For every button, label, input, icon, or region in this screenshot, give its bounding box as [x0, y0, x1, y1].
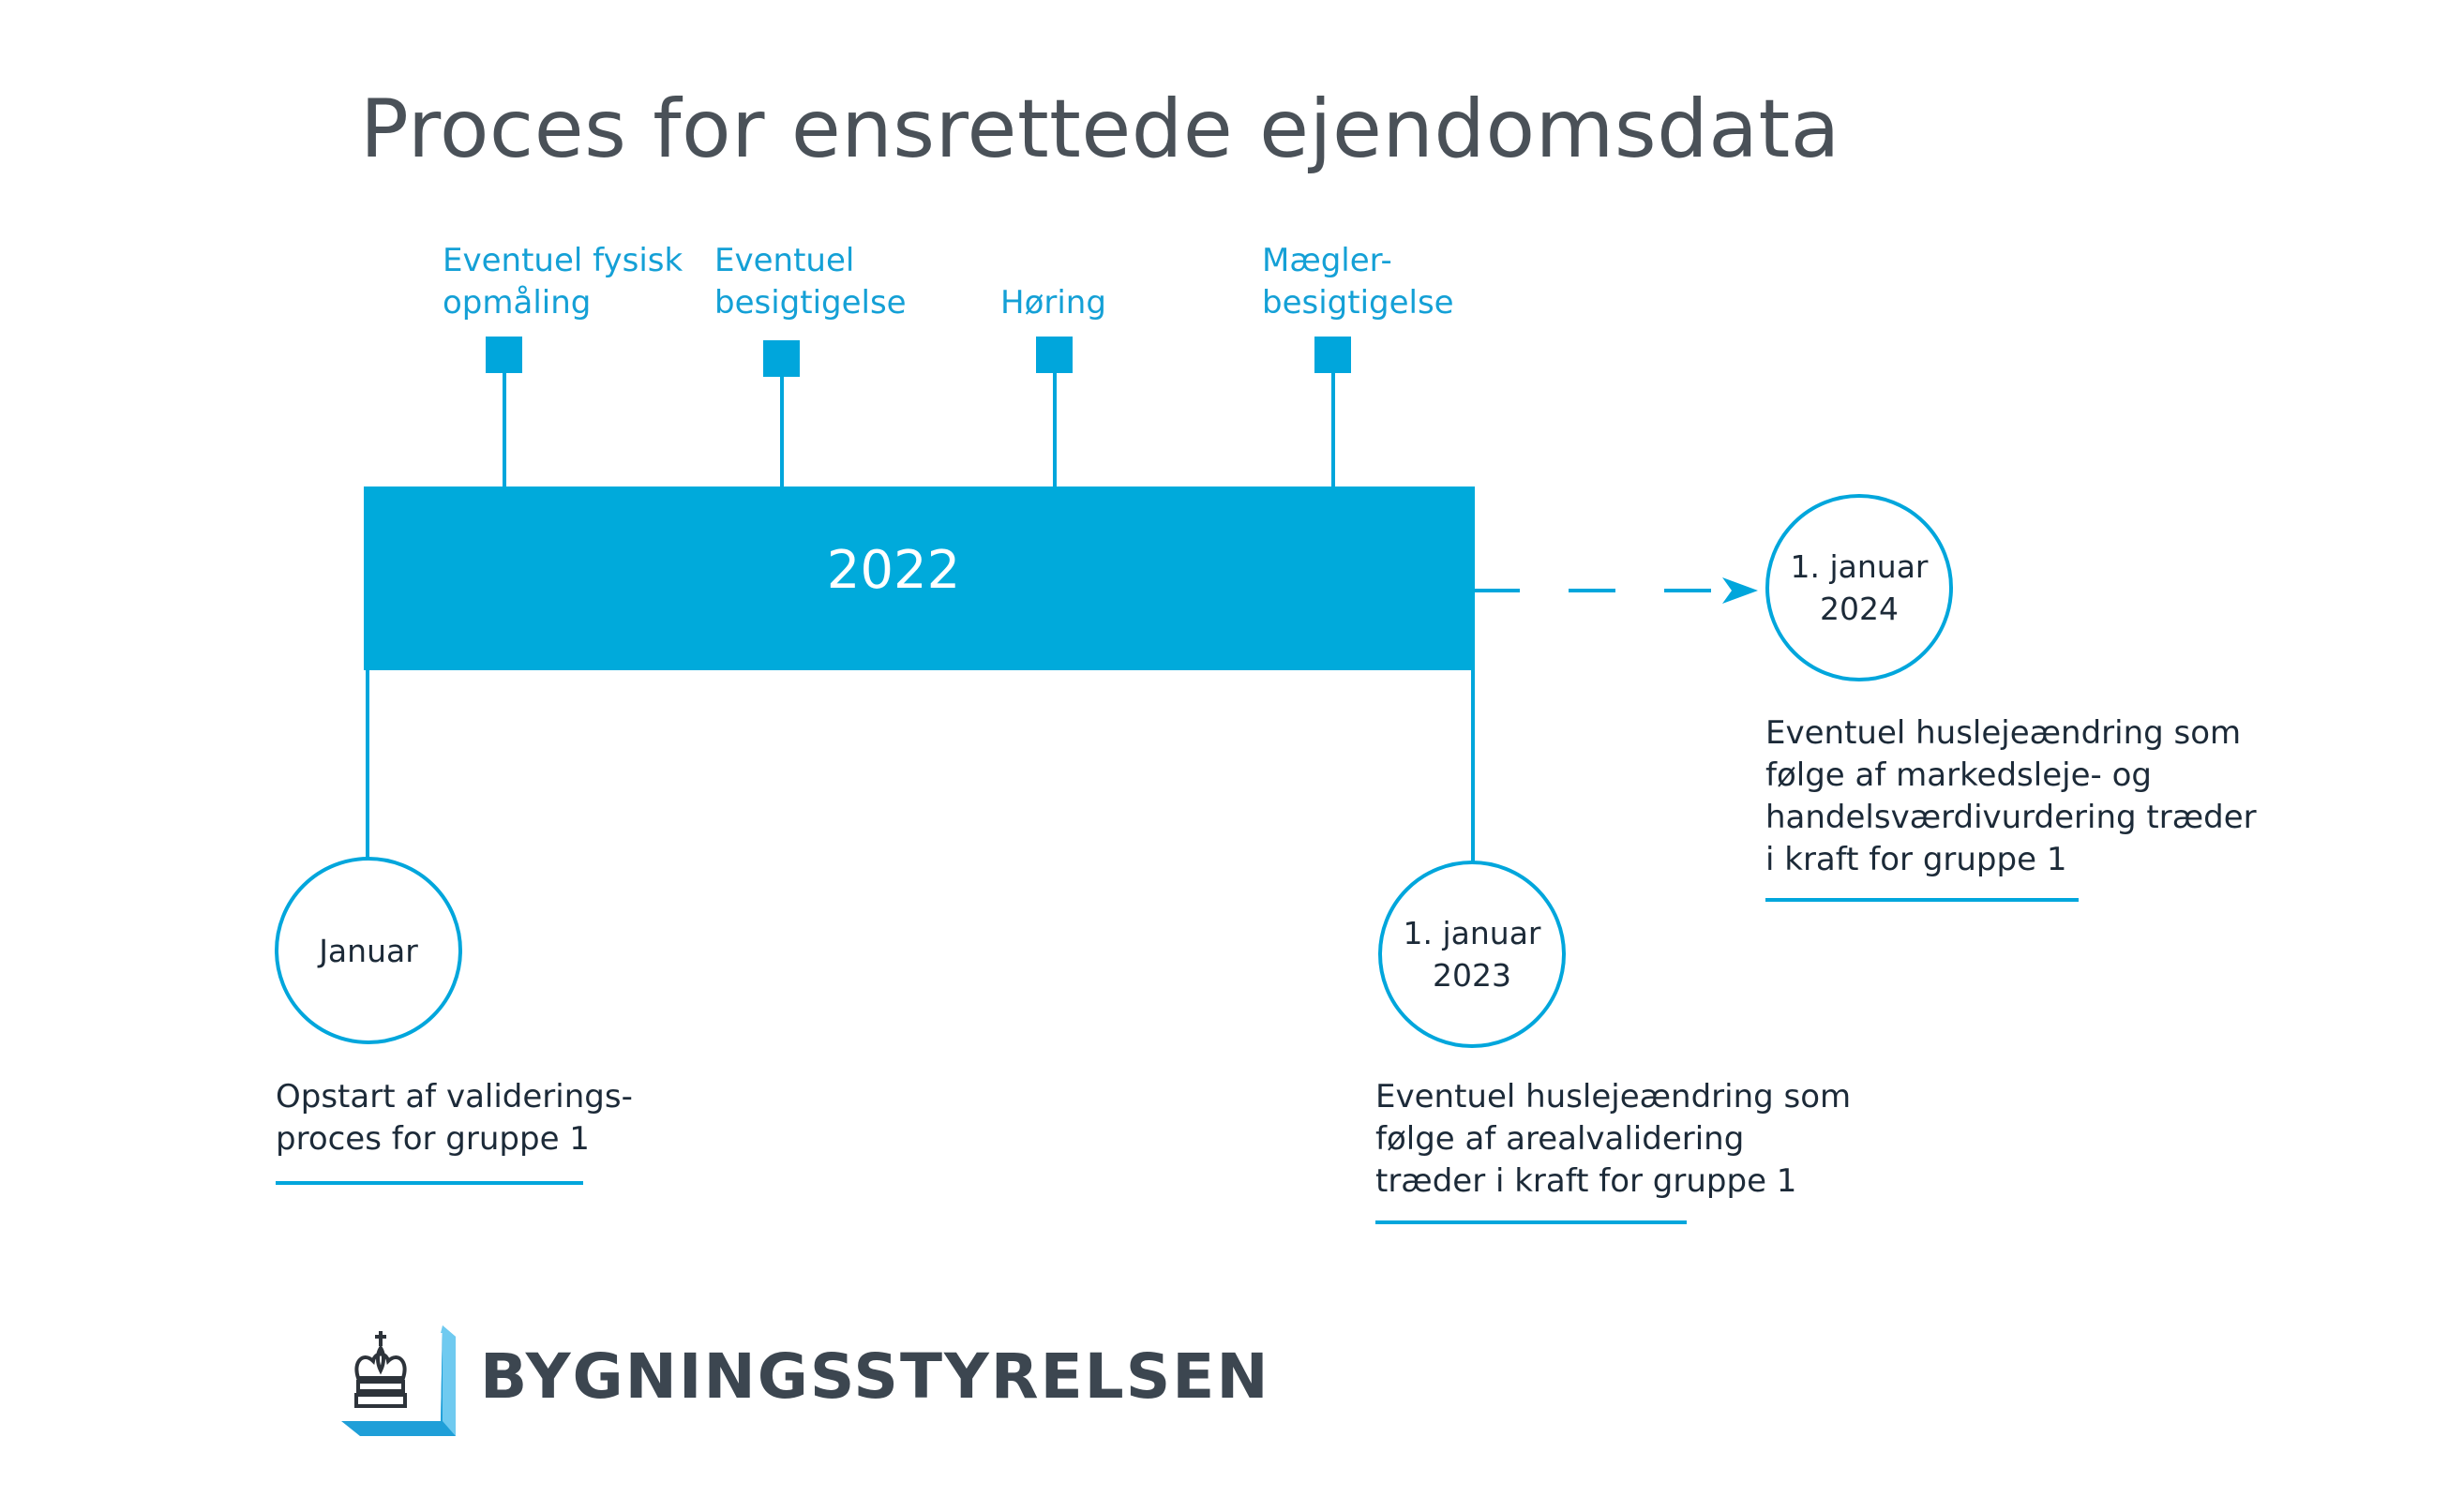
event-description-line: træder i kraft for gruppe 1: [1375, 1162, 1797, 1200]
event-description-januar: [276, 1076, 633, 1160]
event-connector: [1471, 670, 1475, 862]
event-description-line: proces for gruppe 1: [276, 1120, 590, 1158]
year-bar-label: 2022: [826, 540, 961, 601]
milestone-marker: [1314, 337, 1351, 373]
event-description-2023: [1375, 1076, 1851, 1203]
event-description-line: Opstart af validerings-: [276, 1078, 633, 1115]
arrow-head-icon: [1722, 577, 1758, 604]
milestone-connector: [1053, 371, 1057, 487]
crown-outline: [356, 1331, 405, 1406]
event-date-line: Januar: [319, 932, 418, 969]
description-underline: [276, 1181, 583, 1185]
page-title: Proces for ensrettede ejendomsdata: [360, 82, 1840, 176]
event-connector: [366, 670, 369, 858]
milestone-marker: [1036, 337, 1073, 373]
description-underline: [1375, 1220, 1687, 1224]
milestone-label-line: opmåling: [443, 284, 592, 322]
event-description-line: i kraft for gruppe 1: [1765, 841, 2067, 878]
event-description-line: handelsværdivurdering træder: [1765, 799, 2257, 836]
milestone-marker: [486, 337, 522, 373]
dashed-arrow: [1475, 572, 1765, 609]
milestone-label-line: Eventuel: [714, 242, 855, 279]
event-date-line: 1. januar: [1403, 915, 1541, 951]
event-date-line: 2024: [1820, 591, 1899, 627]
milestone-connector: [503, 371, 506, 487]
milestone-label-fysisk-opmaaling: [443, 240, 683, 324]
event-circle-2023: [1378, 861, 1566, 1048]
event-description-2024: [1765, 712, 2257, 881]
milestone-label-hoering: [1000, 282, 1106, 324]
description-underline: [1765, 898, 2079, 902]
milestone-label-line: besigtigelse: [1262, 284, 1454, 322]
milestone-label-line: Mægler-: [1262, 242, 1392, 279]
event-description-line: følge af markedsleje- og: [1765, 756, 2152, 794]
milestone-connector: [1331, 371, 1335, 487]
milestone-label-line: besigtigelse: [714, 284, 907, 322]
logo-wordmark: BYGNINGSSTYRELSEN: [480, 1340, 1270, 1413]
event-circle-januar: [275, 857, 462, 1044]
event-description-line: Eventuel huslejeændring som: [1375, 1078, 1852, 1115]
event-date-line: 1. januar: [1790, 548, 1929, 585]
milestone-label-line: Høring: [1000, 284, 1106, 322]
milestone-label-line: Eventuel fysisk: [443, 242, 683, 279]
milestone-connector: [780, 375, 784, 487]
event-circle-2024: [1765, 494, 1953, 681]
event-description-line: Eventuel huslejeændring som: [1765, 714, 2242, 752]
crown-logo-icon: [339, 1324, 458, 1438]
event-description-line: følge af arealvalidering: [1375, 1120, 1745, 1158]
milestone-marker: [763, 340, 800, 377]
milestone-label-maegler-besigtigelse: [1262, 240, 1454, 324]
milestone-label-besigtigelse: [714, 240, 907, 324]
event-date-line: 2023: [1433, 957, 1511, 994]
logo-block-face: [441, 1325, 456, 1436]
